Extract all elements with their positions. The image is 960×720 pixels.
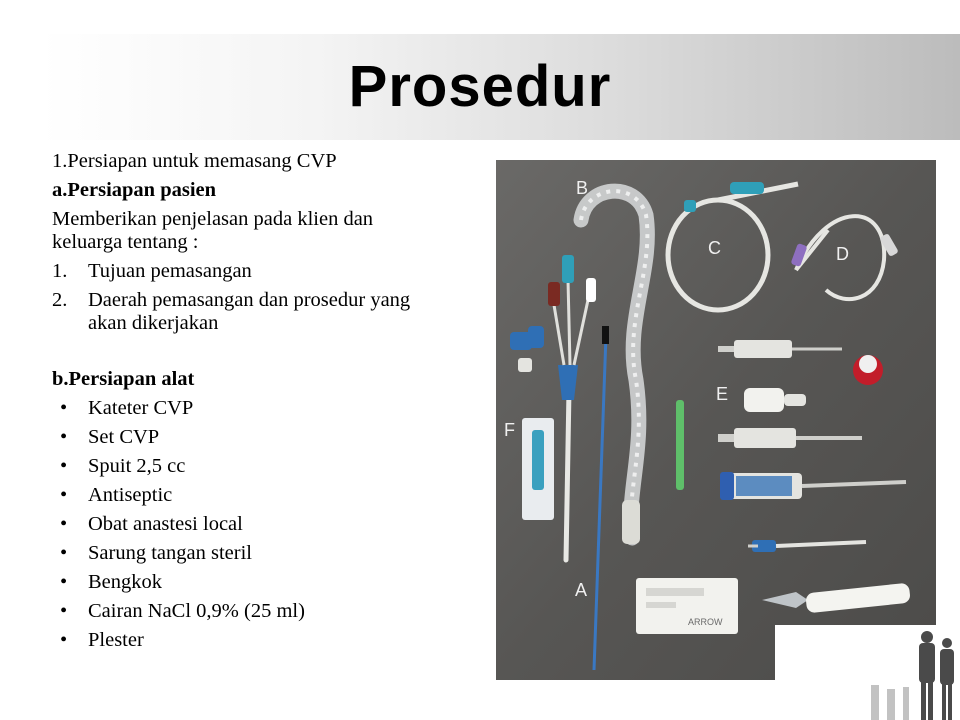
bullet-icon: • [60,455,68,477]
list-item [52,571,482,594]
content-heading: 1.Persiapan untuk memasang CVP [52,150,337,172]
decorative-people [775,625,960,720]
section-a-intro-line2: keluarga tentang : [52,231,199,253]
list-item-text: Kateter CVP [88,397,194,419]
slide-content [52,150,482,652]
list-item [52,542,482,565]
item-text [88,289,410,335]
cvp-kit-photo [496,160,936,680]
list-item-text: Sarung tangan steril [88,542,252,564]
label-a: A [575,580,588,600]
label-d: D [836,244,849,264]
label-f: F [504,420,515,440]
list-item-text: Antiseptic [88,484,173,506]
list-item [52,484,482,507]
list-item [52,513,482,536]
list-item-text: Set CVP [88,426,160,448]
item-line1: Tujuan pemasangan [88,260,252,282]
bullet-icon: • [60,397,68,419]
label-c: C [708,238,721,258]
item-line2: akan dikerjakan [88,312,219,334]
bullet-icon: • [60,629,68,651]
bullet-icon: • [60,600,68,622]
list-item [52,629,482,652]
item-number: 2. [52,289,68,311]
list-item [52,397,482,420]
bullet-icon: • [60,542,68,564]
list-item [52,426,482,449]
label-b: B [576,178,589,198]
section-b-title: b.Persiapan alat [52,368,195,390]
numbered-item [52,260,482,283]
bullet-icon: • [60,426,68,448]
bullet-icon: • [60,484,68,506]
list-item-text: Cairan NaCl 0,9% (25 ml) [88,600,305,622]
list-item [52,600,482,623]
list-item-text: Obat anastesi local [88,513,243,535]
package-brand: ARROW [688,617,723,627]
list-item-text: Bengkok [88,571,163,593]
item-text [88,260,252,283]
item-number: 1. [52,260,68,282]
bullet-icon: • [60,513,68,535]
label-e: E [716,384,729,404]
slide-title: Prosedur [348,54,612,119]
equipment-list [52,397,482,652]
numbered-item [52,289,482,335]
list-item [52,455,482,478]
bullet-icon: • [60,571,68,593]
list-item-text: Spuit 2,5 cc [88,455,186,477]
section-a-title: a.Persiapan pasien [52,179,217,201]
cvp-kit-illustration [496,160,936,680]
section-a-intro-line1: Memberikan penjelasan pada klien dan [52,208,374,230]
item-line1: Daerah pemasangan dan prosedur yang [88,289,411,311]
list-item-text: Plester [88,629,144,651]
